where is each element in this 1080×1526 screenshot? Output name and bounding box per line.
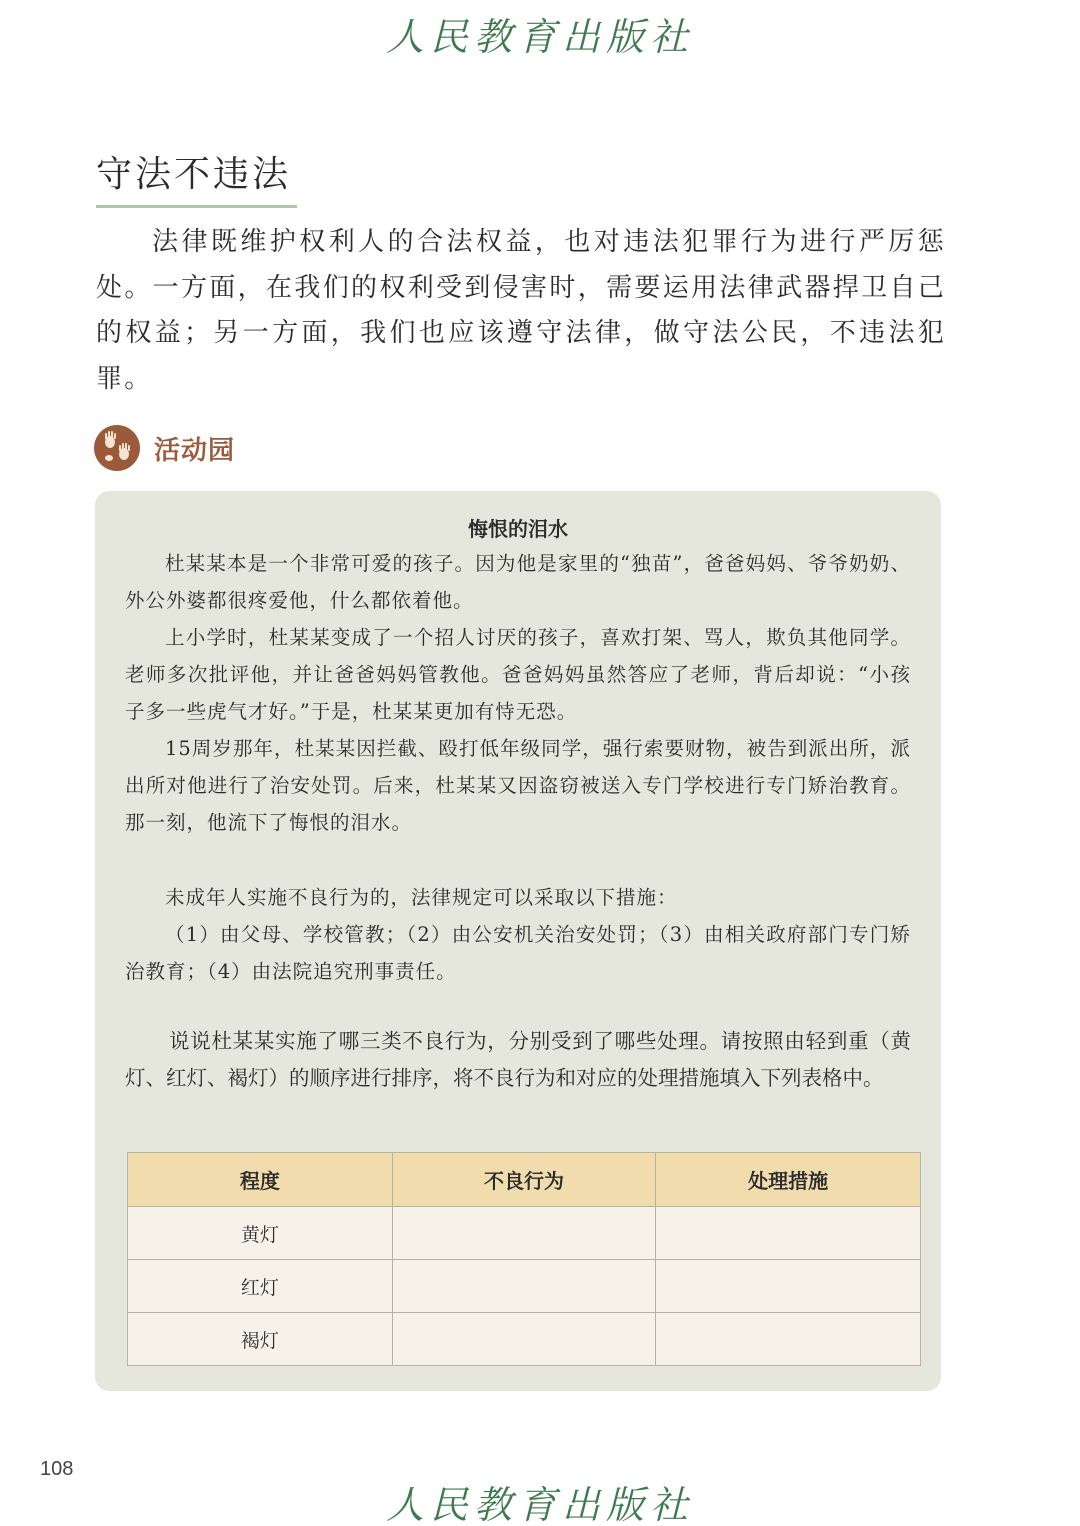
- table-row: [128, 1207, 921, 1260]
- level-cell: 黄灯: [128, 1207, 393, 1260]
- header-level: 程度: [128, 1153, 393, 1207]
- measure-cell[interactable]: [656, 1260, 921, 1313]
- story-paragraph: 上小学时，杜某某变成了一个招人讨厌的孩子，喜欢打架、骂人，欺负其他同学。老师多次批评他，并让爸爸妈妈管教他。爸爸妈妈虽然答应了老师，背后却说：“小孩子多一些虎气才好。”于是，杜某某更加有恃无恐。: [125, 626, 911, 723]
- story-paragraph: 15周岁那年，杜某某因拦截、殴打低年级同学，强行索要财物，被告到派出所，派出所对他进行了治安处罚。后来，杜某某又因盗窃被送入专门学校进行专门矫治教育。那一刻，他流下了悔恨的泪水。: [125, 737, 911, 834]
- table-row: [128, 1260, 921, 1313]
- level-cell: 红灯: [128, 1260, 393, 1313]
- section-title: 守法不违法: [96, 146, 297, 208]
- measure-cell[interactable]: [656, 1313, 921, 1366]
- page-number: 108: [40, 1458, 74, 1480]
- activity-panel: [95, 491, 941, 1391]
- measure-cell[interactable]: [656, 1207, 921, 1260]
- behavior-cell[interactable]: [392, 1207, 656, 1260]
- behavior-cell[interactable]: [392, 1260, 656, 1313]
- activity-label: 活动园: [154, 435, 236, 466]
- legal-measures: [125, 879, 911, 990]
- level-cell: 褐灯: [128, 1313, 393, 1366]
- handprints-icon: [94, 425, 140, 471]
- story-title: 悔恨的泪水: [468, 517, 568, 541]
- intro-paragraph: 法律既维护权利人的合法权益，也对违法犯罪行为进行严厉惩处。一方面，在我们的权利受到侵害时，需要运用法律武器捍卫自己的权益；另一方面，我们也应该遵守法律，做守法公民，不违法犯罪。: [96, 227, 946, 394]
- header-measure: 处理措施: [656, 1153, 921, 1207]
- story-paragraph: 杜某某本是一个非常可爱的孩子。因为他是家里的“独苗”，爸爸妈妈、爷爷奶奶、外公外婆都很疼爱他，什么都依着他。: [125, 552, 911, 612]
- measures-list: （1）由父母、学校管教；（2）由公安机关治安处罚；（3）由相关政府部门专门矫治教育；（4）由法院追究刑事责任。: [125, 923, 911, 983]
- task-prompt: 说说杜某某实施了哪三类不良行为，分别受到了哪些处理。请按照由轻到重（黄灯、红灯、褐灯）的顺序进行排序，将不良行为和对应的处理措施填入下列表格中。: [125, 1029, 911, 1090]
- header-behavior: 不良行为: [392, 1153, 656, 1207]
- story-text: [125, 545, 911, 841]
- measures-intro: 未成年人实施不良行为的，法律规定可以采取以下措施：: [165, 886, 678, 909]
- publisher-watermark-top: 人民教育出版社: [385, 15, 694, 59]
- activity-header: [94, 424, 235, 472]
- publisher-watermark-bottom: 人民教育出版社: [385, 1483, 694, 1526]
- table-header-row: [128, 1153, 921, 1207]
- table-row: [128, 1313, 921, 1366]
- behavior-cell[interactable]: [392, 1313, 656, 1366]
- behavior-table: [127, 1152, 921, 1366]
